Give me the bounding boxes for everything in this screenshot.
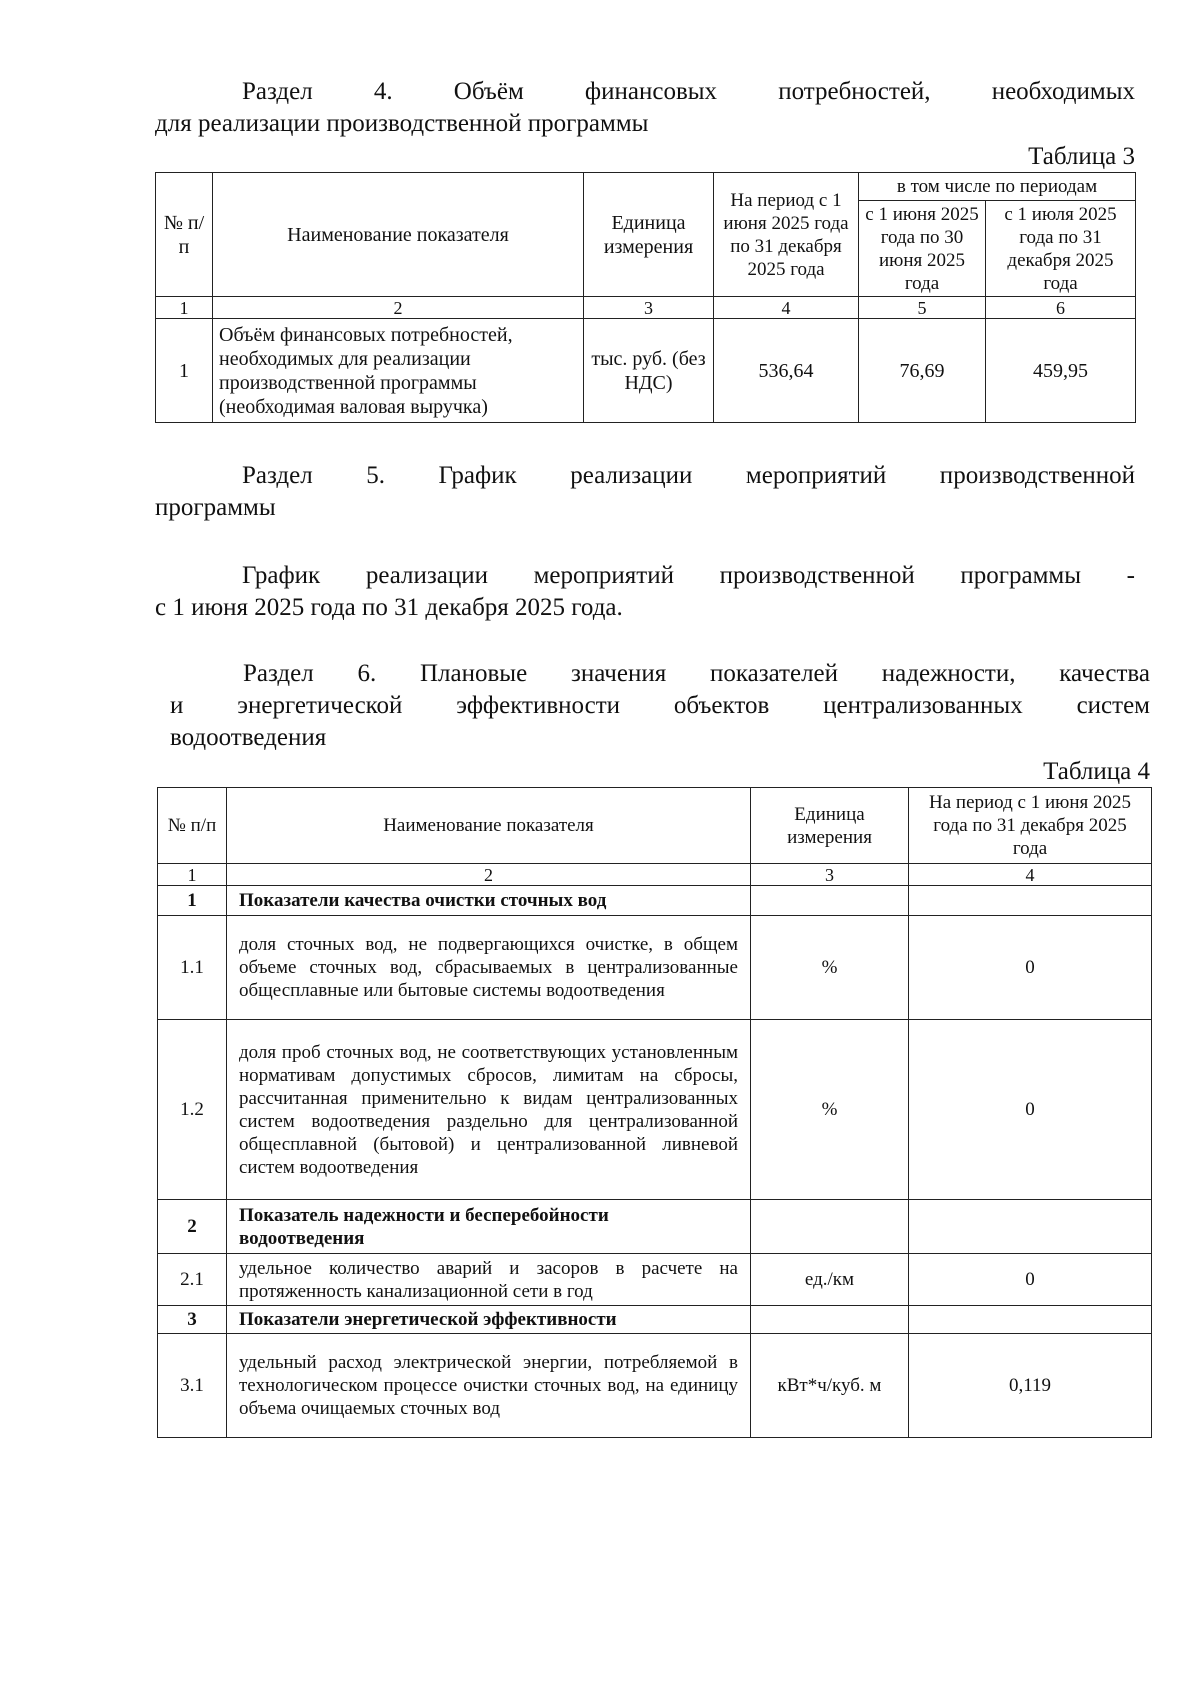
t3-header-unit: Единица измерения: [584, 173, 714, 297]
t4-row-value: 0,119: [909, 1334, 1152, 1438]
table3-caption: Таблица 3: [1028, 143, 1135, 170]
table-row: [156, 319, 1136, 423]
table-row: [158, 1254, 1152, 1306]
t3-row-unit: тыс. руб. (без НДС): [584, 319, 714, 423]
table4-caption: Таблица 4: [1043, 758, 1150, 785]
t4-row-name: удельное количество аварий и засоров в расчете на протяженность канализационной сети в год: [227, 1254, 751, 1306]
t3-colnum: 3: [584, 297, 714, 319]
section5-heading-line1: Раздел 5. График реализации мероприятий производственной: [242, 462, 1135, 489]
table3-financial-needs: [155, 172, 1136, 423]
section4-heading-line2: для реализации производственной программы: [155, 110, 649, 137]
table4-target-indicators: [157, 787, 1152, 1438]
t3-header-sub2: с 1 июля 2025 года по 31 декабря 2025 года: [986, 201, 1136, 297]
section4-heading-line1: Раздел 4. Объём финансовых потребностей, необходимых: [242, 78, 1135, 105]
t4-row-num: 2: [158, 1200, 227, 1254]
table-row: [158, 1334, 1152, 1438]
t4-header-num: № п/п: [158, 788, 227, 864]
section5-heading-line2: программы: [155, 494, 276, 521]
t4-row-unit: [751, 886, 909, 916]
t4-row-name: доля сточных вод, не подвергающихся очистке, в общем объеме сточных вод, сбрасываемых в централизованные общесплавные или бытовые системы водоотведения: [227, 916, 751, 1020]
t3-header-num: № п/п: [156, 173, 213, 297]
t4-colnum: 1: [158, 864, 227, 886]
t4-row-unit: %: [751, 1020, 909, 1200]
t4-row-num: 1: [158, 886, 227, 916]
t4-row-unit: ед./км: [751, 1254, 909, 1306]
t4-row-unit: [751, 1306, 909, 1334]
t3-header-name: Наименование показателя: [213, 173, 584, 297]
t3-colnum: 4: [714, 297, 859, 319]
t4-row-value: 0: [909, 916, 1152, 1020]
t4-row-name: доля проб сточных вод, не соответствующих установленным нормативам допустимых сбросов, лимитам на сбросы, рассчитанная применительно к видам централизованных систем водоотведения раздельно для централизованной общесплавной (бытовой) и централизованной ливневой систем водоотведения: [227, 1020, 751, 1200]
t3-colnum: 6: [986, 297, 1136, 319]
t4-row-name: Показатель надежности и бесперебойности водоотведения: [227, 1200, 751, 1254]
t4-row-num: 2.1: [158, 1254, 227, 1306]
t4-row-value: 0: [909, 1254, 1152, 1306]
t4-row-unit: [751, 1200, 909, 1254]
t4-row-unit: кВт*ч/куб. м: [751, 1334, 909, 1438]
t3-colnum: 2: [213, 297, 584, 319]
t3-row-p1: 76,69: [859, 319, 986, 423]
t4-row-num: 3: [158, 1306, 227, 1334]
t4-colnum: 4: [909, 864, 1152, 886]
t4-header-unit: Единица измерения: [751, 788, 909, 864]
table-row: [158, 1306, 1152, 1334]
table-row: [158, 886, 1152, 916]
t4-row-name: удельный расход электрической энергии, потребляемой в технологическом процессе очистки сточных вод, на единицу объема очищаемых сточных вод: [227, 1334, 751, 1438]
schedule-line1: График реализации мероприятий производственной программы -: [242, 562, 1135, 589]
t3-colnum: 5: [859, 297, 986, 319]
t4-row-name: Показатели энергетической эффективности: [227, 1306, 751, 1334]
t4-row-unit: %: [751, 916, 909, 1020]
t4-row-name: Показатели качества очистки сточных вод: [227, 886, 751, 916]
t3-header-period: На период с 1 июня 2025 года по 31 декабря 2025 года: [714, 173, 859, 297]
t4-row-value: [909, 1200, 1152, 1254]
t4-row-value: 0: [909, 1020, 1152, 1200]
table-row: [158, 1200, 1152, 1254]
t4-row-value: [909, 1306, 1152, 1334]
t3-row-num: 1: [156, 319, 213, 423]
t3-colnum: 1: [156, 297, 213, 319]
t3-row-name: Объём финансовых потребностей, необходимых для реализации производственной программы (необходимая валовая выручка): [213, 319, 584, 423]
section6-heading-line2: и энергетической эффективности объектов централизованных систем: [170, 692, 1150, 719]
table-row: [158, 1020, 1152, 1200]
section6-heading-line1: Раздел 6. Плановые значения показателей надежности, качества: [243, 660, 1150, 687]
t4-header-name: Наименование показателя: [227, 788, 751, 864]
t4-colnum: 3: [751, 864, 909, 886]
t3-row-p2: 459,95: [986, 319, 1136, 423]
t4-row-num: 3.1: [158, 1334, 227, 1438]
schedule-line2: с 1 июня 2025 года по 31 декабря 2025 года.: [155, 594, 623, 621]
t4-row-value: [909, 886, 1152, 916]
table-row: [158, 916, 1152, 1020]
t3-header-sub1: с 1 июня 2025 года по 30 июня 2025 года: [859, 201, 986, 297]
t3-row-total: 536,64: [714, 319, 859, 423]
t3-header-group: в том числе по периодам: [859, 173, 1136, 201]
t4-colnum: 2: [227, 864, 751, 886]
section6-heading-line3: водоотведения: [170, 724, 327, 751]
t4-row-num: 1.2: [158, 1020, 227, 1200]
t4-header-period: На период с 1 июня 2025 года по 31 декабря 2025 года: [909, 788, 1152, 864]
t4-row-num: 1.1: [158, 916, 227, 1020]
